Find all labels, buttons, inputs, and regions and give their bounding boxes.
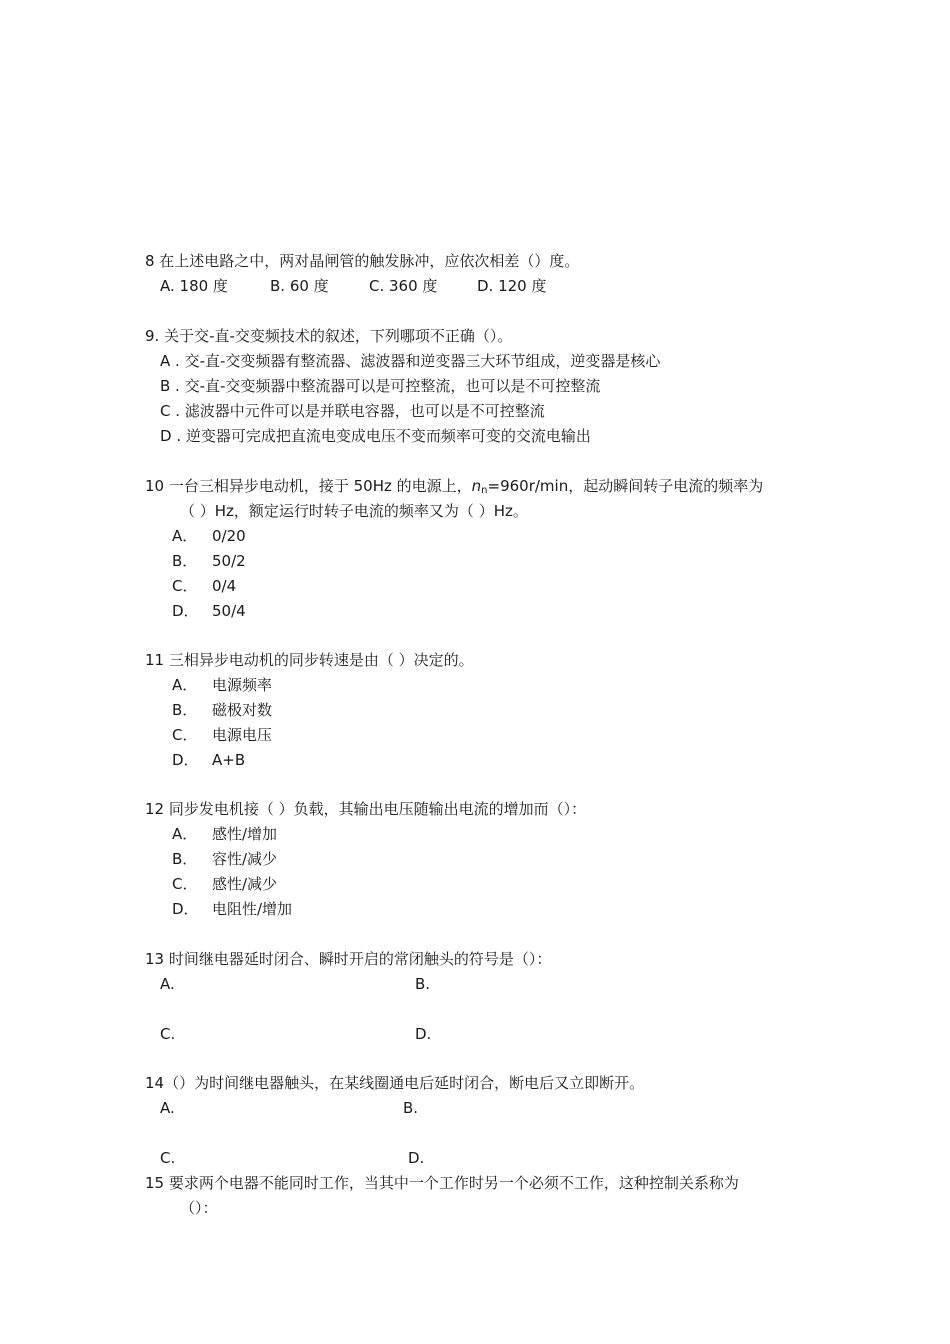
- option-text: 感性/增加: [212, 825, 278, 843]
- q10-speed-symbol: n: [471, 477, 482, 495]
- q13-option-a: A.: [160, 975, 175, 993]
- q10-option-d: [172, 601, 246, 621]
- q11-option-a: [172, 675, 272, 695]
- option-letter: C．: [172, 577, 198, 595]
- q9-option-b: B . 交-直-交变频器中整流器可以是可控整流，也可以是不可控整流: [160, 377, 601, 395]
- option-text: 容性/减少: [212, 850, 278, 868]
- q10-stem-continuation: （ ）Hz，额定运行时转子电流的频率又为（ ）Hz。: [180, 502, 528, 520]
- option-text: 电源电压: [212, 726, 273, 744]
- q9-option-d: D . 逆变器可完成把直流电变成电压不变而频率可变的交流电输出: [160, 427, 591, 445]
- q10-stem: [145, 476, 763, 501]
- q10-stem-part2: =960r/min，起动瞬间转子电流的频率为: [487, 477, 764, 495]
- q9-option-c: C . 滤波器中元件可以是并联电容器，也可以是不可控整流: [160, 402, 545, 420]
- option-letter: D．: [172, 602, 199, 620]
- option-text: 50/2: [212, 552, 246, 570]
- q9-option-a: A . 交-直-交变频器有整流器、滤波器和逆变器三大环节组成，逆变器是核心: [160, 352, 661, 370]
- q10-option-b: [172, 551, 246, 571]
- q15-stem-continuation: （）：: [180, 1199, 218, 1217]
- q8-option-d: D. 120 度: [477, 277, 547, 295]
- option-letter: A．: [172, 825, 198, 843]
- q13-option-b: B.: [415, 975, 431, 993]
- q10-speed-subscript: n: [481, 485, 488, 496]
- q13-option-d: D.: [415, 1025, 432, 1043]
- q11-option-b: [172, 700, 272, 720]
- q10-stem-part1: 10 一台三相异步电动机，接于 50Hz 的电源上，: [145, 477, 472, 495]
- q14-stem: 14（）为时间继电器触头，在某线圈通电后延时闭合，断电后又立即断开。: [145, 1074, 645, 1092]
- option-letter: B．: [172, 701, 198, 719]
- q10-option-a: [172, 526, 246, 546]
- option-text: A+B: [212, 751, 246, 769]
- q14-option-d: D.: [408, 1149, 425, 1167]
- q13-option-c: C.: [160, 1025, 176, 1043]
- q14-option-c: C.: [160, 1149, 176, 1167]
- option-letter: D．: [172, 751, 199, 769]
- q14-option-a: A.: [160, 1099, 175, 1117]
- option-letter: A．: [172, 527, 198, 545]
- q8-stem: 8 在上述电路之中，两对晶闸管的触发脉冲，应依次相差（）度。: [145, 252, 580, 270]
- option-text: 磁极对数: [212, 701, 273, 719]
- q11-stem: 11 三相异步电动机的同步转速是由（ ）决定的。: [145, 651, 474, 669]
- option-letter: B．: [172, 850, 198, 868]
- q12-option-c: [172, 874, 277, 894]
- option-text: 50/4: [212, 602, 246, 620]
- option-text: 0/4: [212, 577, 237, 595]
- option-letter: D．: [172, 900, 199, 918]
- q8-option-b: B. 60 度: [270, 277, 329, 295]
- q14-option-b: B.: [403, 1099, 419, 1117]
- option-text: 电阻性/增加: [212, 900, 293, 918]
- q13-stem: 13 时间继电器延时闭合、瞬时开启的常闭触头的符号是（）：: [145, 950, 552, 968]
- q8-option-c: C. 360 度: [369, 277, 438, 295]
- q15-stem: 15 要求两个电器不能同时工作，当其中一个工作时另一个必须不工作，这种控制关系称为: [145, 1174, 739, 1192]
- option-text: 电源频率: [212, 676, 273, 694]
- q12-stem: 12 同步发电机接（ ）负载，其输出电压随输出电流的增加而（）：: [145, 800, 587, 818]
- q12-option-a: [172, 824, 277, 844]
- q11-option-c: [172, 725, 272, 745]
- option-letter: C．: [172, 726, 198, 744]
- option-letter: A．: [172, 676, 198, 694]
- option-text: 感性/减少: [212, 875, 278, 893]
- q10-option-c: [172, 576, 236, 596]
- option-letter: B．: [172, 552, 198, 570]
- q12-option-d: [172, 899, 292, 919]
- q9-stem: 9. 关于交-直-交变频技术的叙述，下列哪项不正确（）。: [145, 327, 513, 345]
- option-text: 0/20: [212, 527, 246, 545]
- q8-option-a: A. 180 度: [160, 277, 228, 295]
- q11-option-d: [172, 750, 245, 770]
- q12-option-b: [172, 849, 277, 869]
- option-letter: C．: [172, 875, 198, 893]
